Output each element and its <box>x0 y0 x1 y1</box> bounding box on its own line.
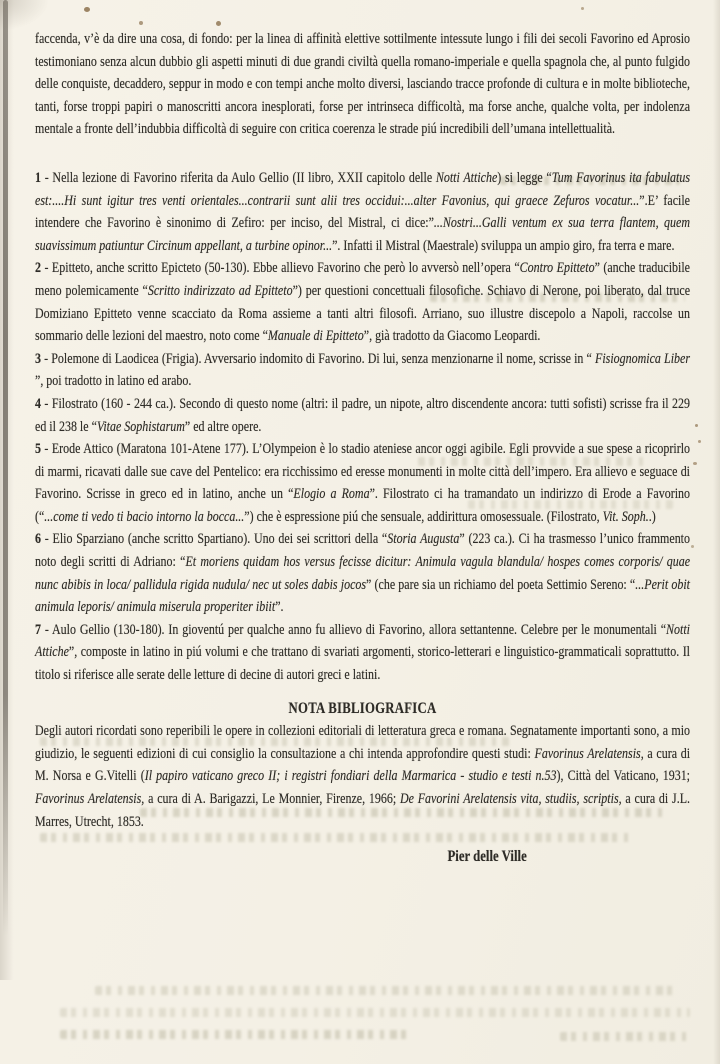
intro-paragraph: faccenda, v’è da dire una cosa, di fondo: per la linea di affinità elettive sottilmente intessute lungo i fili dei secoli Favorino ed Aprosio testimoniano senza alcun dubbio gli aspetti minuti di due grandi civiltà quella romano-imperiale e quella spagnola che, al punto fulgido delle conquiste, decaddero, seppur in modo e con tempi anche molto diversi, lasciando tracce profonde di cultura e in molte biblioteche, tanti, forse troppi papiri o manoscritti ancora inesplorati, forse per intrinseca difficoltà, ma forse anche, qualche volta, per indolenza mentale a fronte dell’indubbia difficoltà di seguire con critica coerenza le strade piú incredibili dell’umana intellettualità. <box>35 31 691 138</box>
footnote-5: 5 - Erode Attico (Maratona 101-Atene 177). L’Olympeion è lo stadio ateniese ancor oggi agibile. Egli provvide a sue spese a ricoprirlo di marmi, ricavati dalle sue cave del Pentelico: era ricchissimo ed eresse monumenti in molte città dell’impero. Era allievo e seguace di Favorino. Scrisse in greco ed in latino, anche un “Elogio a Roma”. Filostrato ci ha tramandato un indirizzo di Erode a Favorino (“...come ti vedo ti bacio intorno la bocca...”) che è espressione piú che sensuale, addirittura omosessuale. (Filostrato, Vit. Soph..) <box>35 441 691 525</box>
ink-speckle <box>581 7 584 10</box>
ink-speckle <box>84 7 90 12</box>
footnote-7: 7 - Aulo Gellio (130-180). In gioventú per qualche anno fu allievo di Favorino, allora settantenne. Celebre per le monumentali “Notti Attiche”, composte in latino in piú volumi e che trattano di svariati argomenti, storico-letterari e linguistico-grammaticali soprattutto. Il titolo si riferisce alle serate delle letture di decine di autori greci e latini. <box>35 621 691 684</box>
signature: Pier delle Ville <box>447 848 527 866</box>
page-right-edge-shade <box>713 0 720 1064</box>
footnote-3: 3 - Polemone di Laodicea (Frigia). Avversario indomito di Favorino. Di lui, senza menzionarne il nome, scrisse in “ Fisiognomica Liber ”, poi tradotto in latino ed arabo. <box>35 350 691 390</box>
ink-speckle <box>698 440 701 443</box>
ink-speckle <box>216 21 221 26</box>
ink-speckle <box>139 21 143 25</box>
bibliography-paragraph: Degli autori ricordati sono reperibili le opere in collezioni editoriali di letteratura greca e romana. Segnatamente importanti sono, a mio giudizio, le seguenti edizioni di cui consiglio la consultazione a chi intenda approfondire questi studi: Favorinus Arelatensis, a cura di M. Norsa e G.Vitelli (Il papiro vaticano greco II; i registri fondiari della Marmarica - studio e testi n.53), Città del Vaticano, 1931; Favorinus Arelatensis, a cura di A. Barigazzi, Le Monnier, Firenze, 1966; De Favorini Arelatensis vita, studiis, scriptis, a cura di J.L. Marres, Utrecht, 1853. <box>35 723 691 830</box>
ink-speckle <box>693 462 697 465</box>
bleedthrough-artifact <box>560 1032 690 1041</box>
ink-speckle <box>695 424 698 427</box>
footnote-2: 2 - Epitteto, anche scritto Epicteto (50-130). Ebbe allievo Favorino che però lo avversò nell’opera “Contro Epitteto” (anche traducibile meno polemicamente “Scritto indirizzato ad Epitteto”) per questioni concettuali filosofiche. Schiavo di Nerone, poi liberato, dal truce Domiziano Epitteto venne scacciato da Roma assieme a tanti altri filosofi. Arriano, suo illustre discepolo a Napoli, raccolse un sommario delle lezioni del maestro, noto come “Manuale di Epitteto”, già tradotto da Giacomo Leopardi. <box>35 260 691 345</box>
page-text-column <box>35 28 690 869</box>
footnote-1: 1 - Nella lezione di Favorino riferita da Aulo Gellio (II libro, XXII capitolo delle Notti Attiche) si legge “Tum Favorinus ita fabulatus est:....Hi sunt igitur tres venti orientales...contrarii sunt alii tres occidui:...alter Favonius, qui graece Zefuros vocatur...”.E’ facile intendere che Favorino è sinonimo di Zefiro: per inciso, del Mistral, ci dice:”...Nostri...Galli ventum ex sua terra flantem, quem suavissimum patiuntur Circinum appellant, a turbine opinor...”. Infatti il Mistral (Maestrale) sviluppa un ampio giro, fra terra e mare. <box>35 169 691 254</box>
bleedthrough-artifact <box>60 1008 690 1017</box>
bleedthrough-artifact <box>95 986 675 995</box>
ink-speckle <box>691 545 694 548</box>
page-corner-shade <box>0 0 48 30</box>
bibliography-heading: NOTA BIBLIOGRAFICA <box>288 699 437 717</box>
footnote-4: 4 - Filostrato (160 - 244 ca.). Secondo di questo nome (altri: il padre, un nipote, altro discendente ancora: tutti sofisti) scrisse fra il 229 ed il 238 le “Vitae Sophistarum” ed altre opere. <box>35 395 691 435</box>
page-spine-shadow <box>3 0 8 965</box>
bleedthrough-artifact <box>60 1030 410 1039</box>
footnote-6: 6 - Elio Sparziano (anche scritto Spartiano). Uno dei sei scrittori della “Storia Augusta” (223 ca.). Ci ha trasmesso l’unico frammento noto degli scritti di Adriano: “Et moriens quidam hos versus fecisse dicitur: Animula vagula blandula/ hospes comes corporis/ quae nunc abibis in loca/ pallidula rigida nudula/ nec ut soles dabis jocos” (che pare sia un richiamo del poeta Settimio Sereno: “...Perit obit animula leporis/ animula miserula properiter ibiit”. <box>35 531 691 616</box>
